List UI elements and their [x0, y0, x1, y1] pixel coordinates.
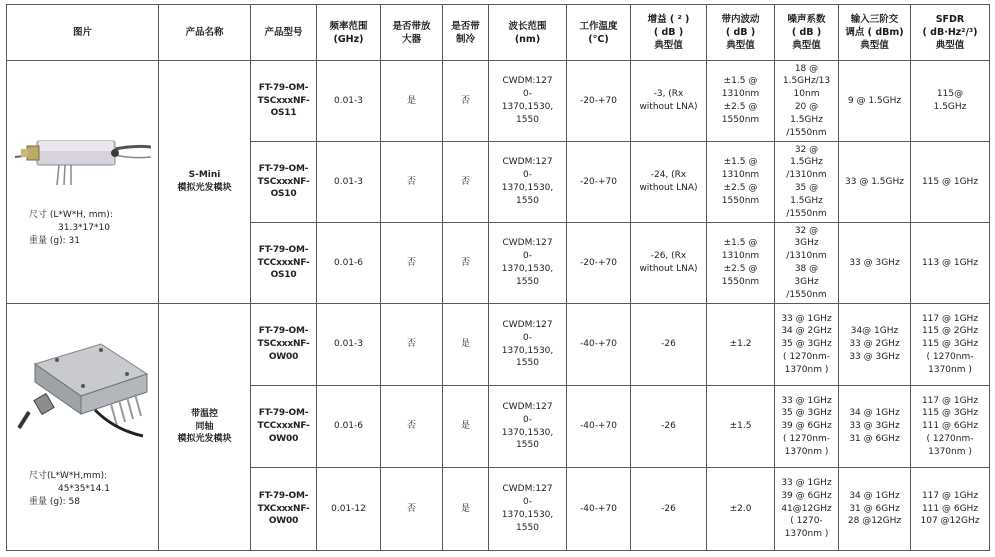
gain-cell: -3, (Rx without LNA) — [631, 61, 707, 142]
dims-label: 尺寸 (L*W*H, mm): — [29, 210, 113, 220]
amp-cell: 否 — [381, 223, 443, 304]
table-row — [7, 61, 990, 142]
nf-cell: 18 @ 1.5GHz/13 10nm 20 @ 1.5GHz /1550nm — [775, 61, 839, 142]
gain-cell: -26 — [631, 386, 707, 468]
amp-cell: 否 — [381, 386, 443, 468]
temp-cell: -40-+70 — [567, 386, 631, 468]
model-cell: FT-79-OM- TSCxxxNF- OW00 — [251, 304, 317, 386]
sfdr-cell: 115@ 1.5GHz — [911, 61, 990, 142]
sfdr-cell: 115 @ 1GHz — [911, 142, 990, 223]
temp-cell: -20-+70 — [567, 142, 631, 223]
model-cell: FT-79-OM- TCCxxxNF- OW00 — [251, 386, 317, 468]
ripple-cell: ±1.5 @ 1310nm ±2.5 @ 1550nm — [707, 61, 775, 142]
col-header-gain: 增益 ( ² ) ( dB ) 典型值 — [631, 5, 707, 61]
gain-cell: -26 — [631, 468, 707, 551]
col-header-model: 产品型号 — [251, 5, 317, 61]
wavelength-cell: CWDM:127 0- 1370,1530, 1550 — [489, 468, 567, 551]
nf-cell: 32 @ 3GHz /1310nm 38 @ 3GHz /1550nm — [775, 223, 839, 304]
header-row — [7, 5, 990, 61]
iip3-cell: 34@ 1GHz 33 @ 2GHz 33 @ 3GHz — [839, 304, 911, 386]
ripple-cell: ±1.2 — [707, 304, 775, 386]
col-header-freq: 频率范围 (GHz) — [317, 5, 381, 61]
cool-cell: 否 — [443, 223, 489, 304]
iip3-cell: 34 @ 1GHz 33 @ 3GHz 31 @ 6GHz — [839, 386, 911, 468]
iip3-cell: 33 @ 3GHz — [839, 223, 911, 304]
freq-cell: 0.01-6 — [317, 223, 381, 304]
iip3-cell: 9 @ 1.5GHz — [839, 61, 911, 142]
dims-label: 尺寸(L*W*H,mm): — [29, 471, 108, 481]
coaxial-module-photo-icon — [15, 334, 151, 454]
product-name: 带温控 同轴 模拟光发模块 — [159, 304, 251, 551]
table-row — [7, 304, 990, 386]
freq-cell: 0.01-6 — [317, 386, 381, 468]
amp-cell: 否 — [381, 304, 443, 386]
module-dimensions — [29, 209, 139, 248]
freq-cell: 0.01-3 — [317, 61, 381, 142]
ripple-cell: ±1.5 — [707, 386, 775, 468]
model-cell: FT-79-OM- TSCxxxNF- OS10 — [251, 142, 317, 223]
wavelength-cell: CWDM:127 0- 1370,1530, 1550 — [489, 304, 567, 386]
amp-cell: 否 — [381, 468, 443, 551]
wavelength-cell: CWDM:127 0- 1370,1530, 1550 — [489, 61, 567, 142]
sfdr-cell: 113 @ 1GHz — [911, 223, 990, 304]
s-mini-module-photo-icon — [15, 119, 151, 189]
weight-label: 重量 (g): 31 — [29, 236, 80, 246]
cool-cell: 是 — [443, 304, 489, 386]
col-header-noise-figure: 噪声系数 ( dB ) 典型值 — [775, 5, 839, 61]
col-header-cooling: 是否带 制冷 — [443, 5, 489, 61]
freq-cell: 0.01-3 — [317, 304, 381, 386]
amp-cell: 是 — [381, 61, 443, 142]
product-image-cell — [7, 61, 159, 304]
nf-cell: 33 @ 1GHz 35 @ 3GHz 39 @ 6GHz ( 1270nm- 1370nm ) — [775, 386, 839, 468]
nf-cell: 33 @ 1GHz 34 @ 2GHz 35 @ 3GHz ( 1270nm- 1370nm ) — [775, 304, 839, 386]
nf-cell: 33 @ 1GHz 39 @ 6GHz 41@12GHz ( 1270- 1370nm ) — [775, 468, 839, 551]
gain-cell: -26 — [631, 304, 707, 386]
wavelength-cell: CWDM:127 0- 1370,1530, 1550 — [489, 223, 567, 304]
col-header-temp: 工作温度 (°C) — [567, 5, 631, 61]
col-header-iip3: 输入三阶交 调点 ( dBm) 典型值 — [839, 5, 911, 61]
temp-cell: -40-+70 — [567, 468, 631, 551]
sfdr-cell: 117 @ 1GHz 115 @ 3GHz 111 @ 6GHz ( 1270nm- 1370nm ) — [911, 386, 990, 468]
wavelength-cell: CWDM:127 0- 1370,1530, 1550 — [489, 386, 567, 468]
col-header-product-name: 产品名称 — [159, 5, 251, 61]
iip3-cell: 33 @ 1.5GHz — [839, 142, 911, 223]
model-cell: FT-79-OM- TXCxxxNF- OW00 — [251, 468, 317, 551]
col-header-image: 图片 — [7, 5, 159, 61]
product-name: S-Mini 模拟光发模块 — [159, 61, 251, 304]
model-cell: FT-79-OM- TCCxxxNF- OS10 — [251, 223, 317, 304]
module-dimensions — [29, 470, 139, 509]
col-header-sfdr: SFDR ( dB·Hz²/³) 典型值 — [911, 5, 990, 61]
gain-cell: -26, (Rx without LNA) — [631, 223, 707, 304]
amp-cell: 否 — [381, 142, 443, 223]
wavelength-cell: CWDM:127 0- 1370,1530, 1550 — [489, 142, 567, 223]
col-header-ripple: 带内波动 ( dB ) 典型值 — [707, 5, 775, 61]
cool-cell: 否 — [443, 61, 489, 142]
gain-cell: -24, (Rx without LNA) — [631, 142, 707, 223]
cool-cell: 否 — [443, 142, 489, 223]
dims-value: 31.3*17*10 — [58, 223, 110, 233]
ripple-cell: ±1.5 @ 1310nm ±2.5 @ 1550nm — [707, 223, 775, 304]
model-cell: FT-79-OM- TSCxxxNF- OS11 — [251, 61, 317, 142]
col-header-wavelength: 波长范围 (nm) — [489, 5, 567, 61]
product-image-cell — [7, 304, 159, 551]
ripple-cell: ±2.0 — [707, 468, 775, 551]
nf-cell: 32 @ 1.5GHz /1310nm 35 @ 1.5GHz /1550nm — [775, 142, 839, 223]
cool-cell: 是 — [443, 386, 489, 468]
temp-cell: -40-+70 — [567, 304, 631, 386]
temp-cell: -20-+70 — [567, 61, 631, 142]
weight-label: 重量 (g): 58 — [29, 497, 80, 507]
ripple-cell: ±1.5 @ 1310nm ±2.5 @ 1550nm — [707, 142, 775, 223]
sfdr-cell: 117 @ 1GHz 111 @ 6GHz 107 @12GHz — [911, 468, 990, 551]
temp-cell: -20-+70 — [567, 223, 631, 304]
freq-cell: 0.01-12 — [317, 468, 381, 551]
cool-cell: 是 — [443, 468, 489, 551]
dims-value: 45*35*14.1 — [58, 484, 110, 494]
sfdr-cell: 117 @ 1GHz 115 @ 2GHz 115 @ 3GHz ( 1270nm- 1370nm ) — [911, 304, 990, 386]
iip3-cell: 34 @ 1GHz 31 @ 6GHz 28 @12GHz — [839, 468, 911, 551]
col-header-amplifier: 是否带放 大器 — [381, 5, 443, 61]
freq-cell: 0.01-3 — [317, 142, 381, 223]
spec-table — [6, 4, 990, 551]
